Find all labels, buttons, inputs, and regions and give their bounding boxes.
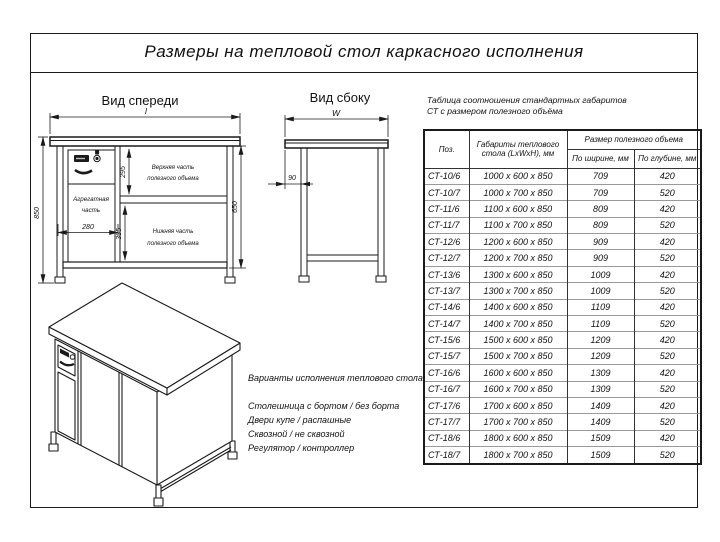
- dim-length: [50, 113, 240, 134]
- table-row: [424, 266, 701, 282]
- cell-depth: 520: [634, 217, 701, 233]
- cell-width: 709: [567, 168, 634, 184]
- table-caption-line2: СТ с размером полезного объёма: [427, 106, 563, 116]
- table-row: [424, 332, 701, 348]
- dim-overhang-arrow-left: [276, 182, 285, 186]
- table-row: [424, 316, 701, 332]
- cell-depth: 420: [634, 397, 701, 413]
- svg-text:295: 295: [120, 166, 127, 178]
- cell-pos: СТ-15/7: [424, 348, 469, 364]
- variants-title: Варианты исполнения теплового стола:: [248, 373, 426, 383]
- mid-shelf: [120, 196, 227, 203]
- table-row: [424, 217, 701, 233]
- col-header-useful-volume: Размер полезного объема: [567, 130, 701, 149]
- cell-width: 709: [567, 184, 634, 200]
- cell-pos: СТ-16/6: [424, 365, 469, 381]
- cell-depth: 520: [634, 447, 701, 464]
- cell-dims: 1500 x 600 x 850: [469, 332, 567, 348]
- cell-pos: СТ-13/7: [424, 283, 469, 299]
- cell-pos: СТ-10/7: [424, 184, 469, 200]
- knob-icon: [94, 151, 100, 162]
- iso-back-right-foot: [228, 452, 237, 459]
- side-tabletop: [285, 140, 388, 148]
- bottom-shelf: [63, 262, 227, 268]
- svg-text:Нижняя часть: Нижняя часть: [152, 229, 194, 235]
- side-right-foot: [376, 276, 386, 282]
- cell-dims: 1800 x 600 x 850: [469, 430, 567, 446]
- table-row: [424, 168, 701, 184]
- iso-front-leg: [156, 485, 161, 498]
- svg-text:W: W: [331, 108, 341, 118]
- spec-table: [423, 129, 702, 465]
- spec-table-body: [424, 168, 701, 464]
- cell-dims: 1400 x 700 x 850: [469, 316, 567, 332]
- side-left-leg: [301, 148, 307, 276]
- cell-width: 909: [567, 250, 634, 266]
- cell-pos: СТ-12/7: [424, 250, 469, 266]
- cell-width: 1309: [567, 381, 634, 397]
- table-row: [424, 447, 701, 464]
- table-caption: [427, 95, 707, 117]
- table-row: [424, 430, 701, 446]
- front-left-leg: [57, 146, 63, 277]
- cell-pos: СТ-10/6: [424, 168, 469, 184]
- table-row: [424, 250, 701, 266]
- cell-pos: СТ-14/6: [424, 299, 469, 315]
- cell-pos: СТ-15/6: [424, 332, 469, 348]
- variant-item: Регулятор / контроллер: [248, 443, 355, 453]
- cell-dims: 1100 x 600 x 850: [469, 201, 567, 217]
- cell-depth: 420: [634, 234, 701, 250]
- side-right-leg: [378, 148, 384, 276]
- front-tabletop: [50, 137, 240, 146]
- cell-width: 1209: [567, 332, 634, 348]
- table-row: [424, 184, 701, 200]
- cell-dims: 1200 x 600 x 850: [469, 234, 567, 250]
- svg-text:полезного объема: полезного объема: [147, 176, 199, 182]
- svg-text:l: l: [145, 106, 147, 116]
- cell-depth: 520: [634, 184, 701, 200]
- cell-width: 1309: [567, 365, 634, 381]
- cell-pos: СТ-14/7: [424, 316, 469, 332]
- cell-width: 1409: [567, 397, 634, 413]
- variants-block: [248, 371, 438, 455]
- cell-dims: 1500 x 700 x 850: [469, 348, 567, 364]
- cell-width: 1109: [567, 299, 634, 315]
- cell-dims: 1700 x 600 x 850: [469, 397, 567, 413]
- table-row: [424, 414, 701, 430]
- cell-pos: СТ-18/6: [424, 430, 469, 446]
- table-caption-line1: Таблица соотношения стандартных габаритов: [427, 95, 627, 105]
- table-row: [424, 381, 701, 397]
- side-view-label: Вид сбоку: [309, 90, 371, 105]
- table-row: [424, 201, 701, 217]
- side-left-foot: [299, 276, 309, 282]
- cell-width: 1509: [567, 447, 634, 464]
- col-header-dims: Габариты теплового стола (LxWxH), мм: [469, 130, 567, 168]
- cell-pos: СТ-17/6: [424, 397, 469, 413]
- col-header-by-depth: По глубине, мм: [634, 149, 701, 168]
- cell-depth: 520: [634, 250, 701, 266]
- table-row: [424, 397, 701, 413]
- cell-dims: 1600 x 600 x 850: [469, 365, 567, 381]
- side-view-drawing: [265, 88, 420, 300]
- front-view-label: Вид спереди: [101, 93, 179, 108]
- title-divider: [30, 72, 698, 73]
- cell-depth: 520: [634, 414, 701, 430]
- iso-front-foot: [154, 498, 163, 506]
- cell-pos: СТ-11/7: [424, 217, 469, 233]
- variant-item: Двери купе / распашные: [248, 415, 352, 425]
- handle-icon: [75, 170, 92, 173]
- iso-left-leg: [51, 432, 56, 444]
- cell-width: 1009: [567, 283, 634, 299]
- cell-pos: СТ-12/6: [424, 234, 469, 250]
- cell-depth: 420: [634, 332, 701, 348]
- cell-width: 909: [567, 234, 634, 250]
- cell-dims: 1200 x 700 x 850: [469, 250, 567, 266]
- cell-dims: 1600 x 700 x 850: [469, 381, 567, 397]
- table-row: [424, 365, 701, 381]
- table-row: [424, 234, 701, 250]
- cell-pos: СТ-13/6: [424, 266, 469, 282]
- cell-dims: 1100 x 700 x 850: [469, 217, 567, 233]
- cell-width: 1509: [567, 430, 634, 446]
- cell-depth: 420: [634, 430, 701, 446]
- cell-width: 1109: [567, 316, 634, 332]
- dim-overhang-arrow-right: [301, 182, 310, 186]
- display-icon: [74, 155, 89, 162]
- cell-pos: СТ-11/6: [424, 201, 469, 217]
- cell-depth: 420: [634, 168, 701, 184]
- svg-text:850: 850: [34, 207, 41, 219]
- cell-dims: 1300 x 600 x 850: [469, 266, 567, 282]
- svg-text:280: 280: [82, 224, 94, 231]
- cell-pos: СТ-16/7: [424, 381, 469, 397]
- cell-depth: 520: [634, 348, 701, 364]
- page-title: Размеры на тепловой стол каркасного исполнения: [144, 42, 584, 61]
- cell-depth: 520: [634, 283, 701, 299]
- iso-left-foot: [49, 444, 58, 451]
- cell-dims: 1800 x 700 x 850: [469, 447, 567, 464]
- dim-width: [285, 115, 388, 137]
- svg-text:часть: часть: [81, 207, 101, 214]
- cell-depth: 420: [634, 201, 701, 217]
- col-header-pos: Поз.: [424, 130, 469, 168]
- cell-depth: 420: [634, 299, 701, 315]
- svg-text:90: 90: [288, 175, 296, 182]
- table-row: [424, 283, 701, 299]
- front-view-drawing: [30, 88, 265, 300]
- cell-dims: 1300 x 700 x 850: [469, 283, 567, 299]
- variant-item: Сквозной / не сквозной: [248, 429, 345, 439]
- cell-width: 1009: [567, 266, 634, 282]
- cell-width: 809: [567, 217, 634, 233]
- cell-pos: СТ-17/7: [424, 414, 469, 430]
- table-row: [424, 299, 701, 315]
- cell-dims: 1000 x 700 x 850: [469, 184, 567, 200]
- cell-pos: СТ-18/7: [424, 447, 469, 464]
- cell-width: 1409: [567, 414, 634, 430]
- cell-dims: 1400 x 600 x 850: [469, 299, 567, 315]
- svg-text:650: 650: [232, 201, 239, 213]
- variant-item: Столешница с бортом / без борта: [248, 401, 400, 411]
- cell-width: 809: [567, 201, 634, 217]
- cell-depth: 420: [634, 266, 701, 282]
- cell-dims: 1000 x 600 x 850: [469, 168, 567, 184]
- cell-depth: 420: [634, 365, 701, 381]
- iso-aggregate-door: [58, 372, 75, 440]
- svg-text:335: 335: [116, 228, 123, 240]
- svg-text:полезного объема: полезного объема: [147, 241, 199, 247]
- isometric-view-drawing: [35, 282, 250, 510]
- cell-width: 1209: [567, 348, 634, 364]
- svg-text:Верхняя часть: Верхняя часть: [151, 165, 195, 171]
- svg-text:Агрегатная: Агрегатная: [73, 196, 109, 203]
- col-header-by-width: По ширине, мм: [567, 149, 634, 168]
- cell-depth: 520: [634, 381, 701, 397]
- table-row: [424, 348, 701, 364]
- cell-depth: 520: [634, 316, 701, 332]
- cell-dims: 1700 x 700 x 850: [469, 414, 567, 430]
- side-shelf: [307, 255, 378, 261]
